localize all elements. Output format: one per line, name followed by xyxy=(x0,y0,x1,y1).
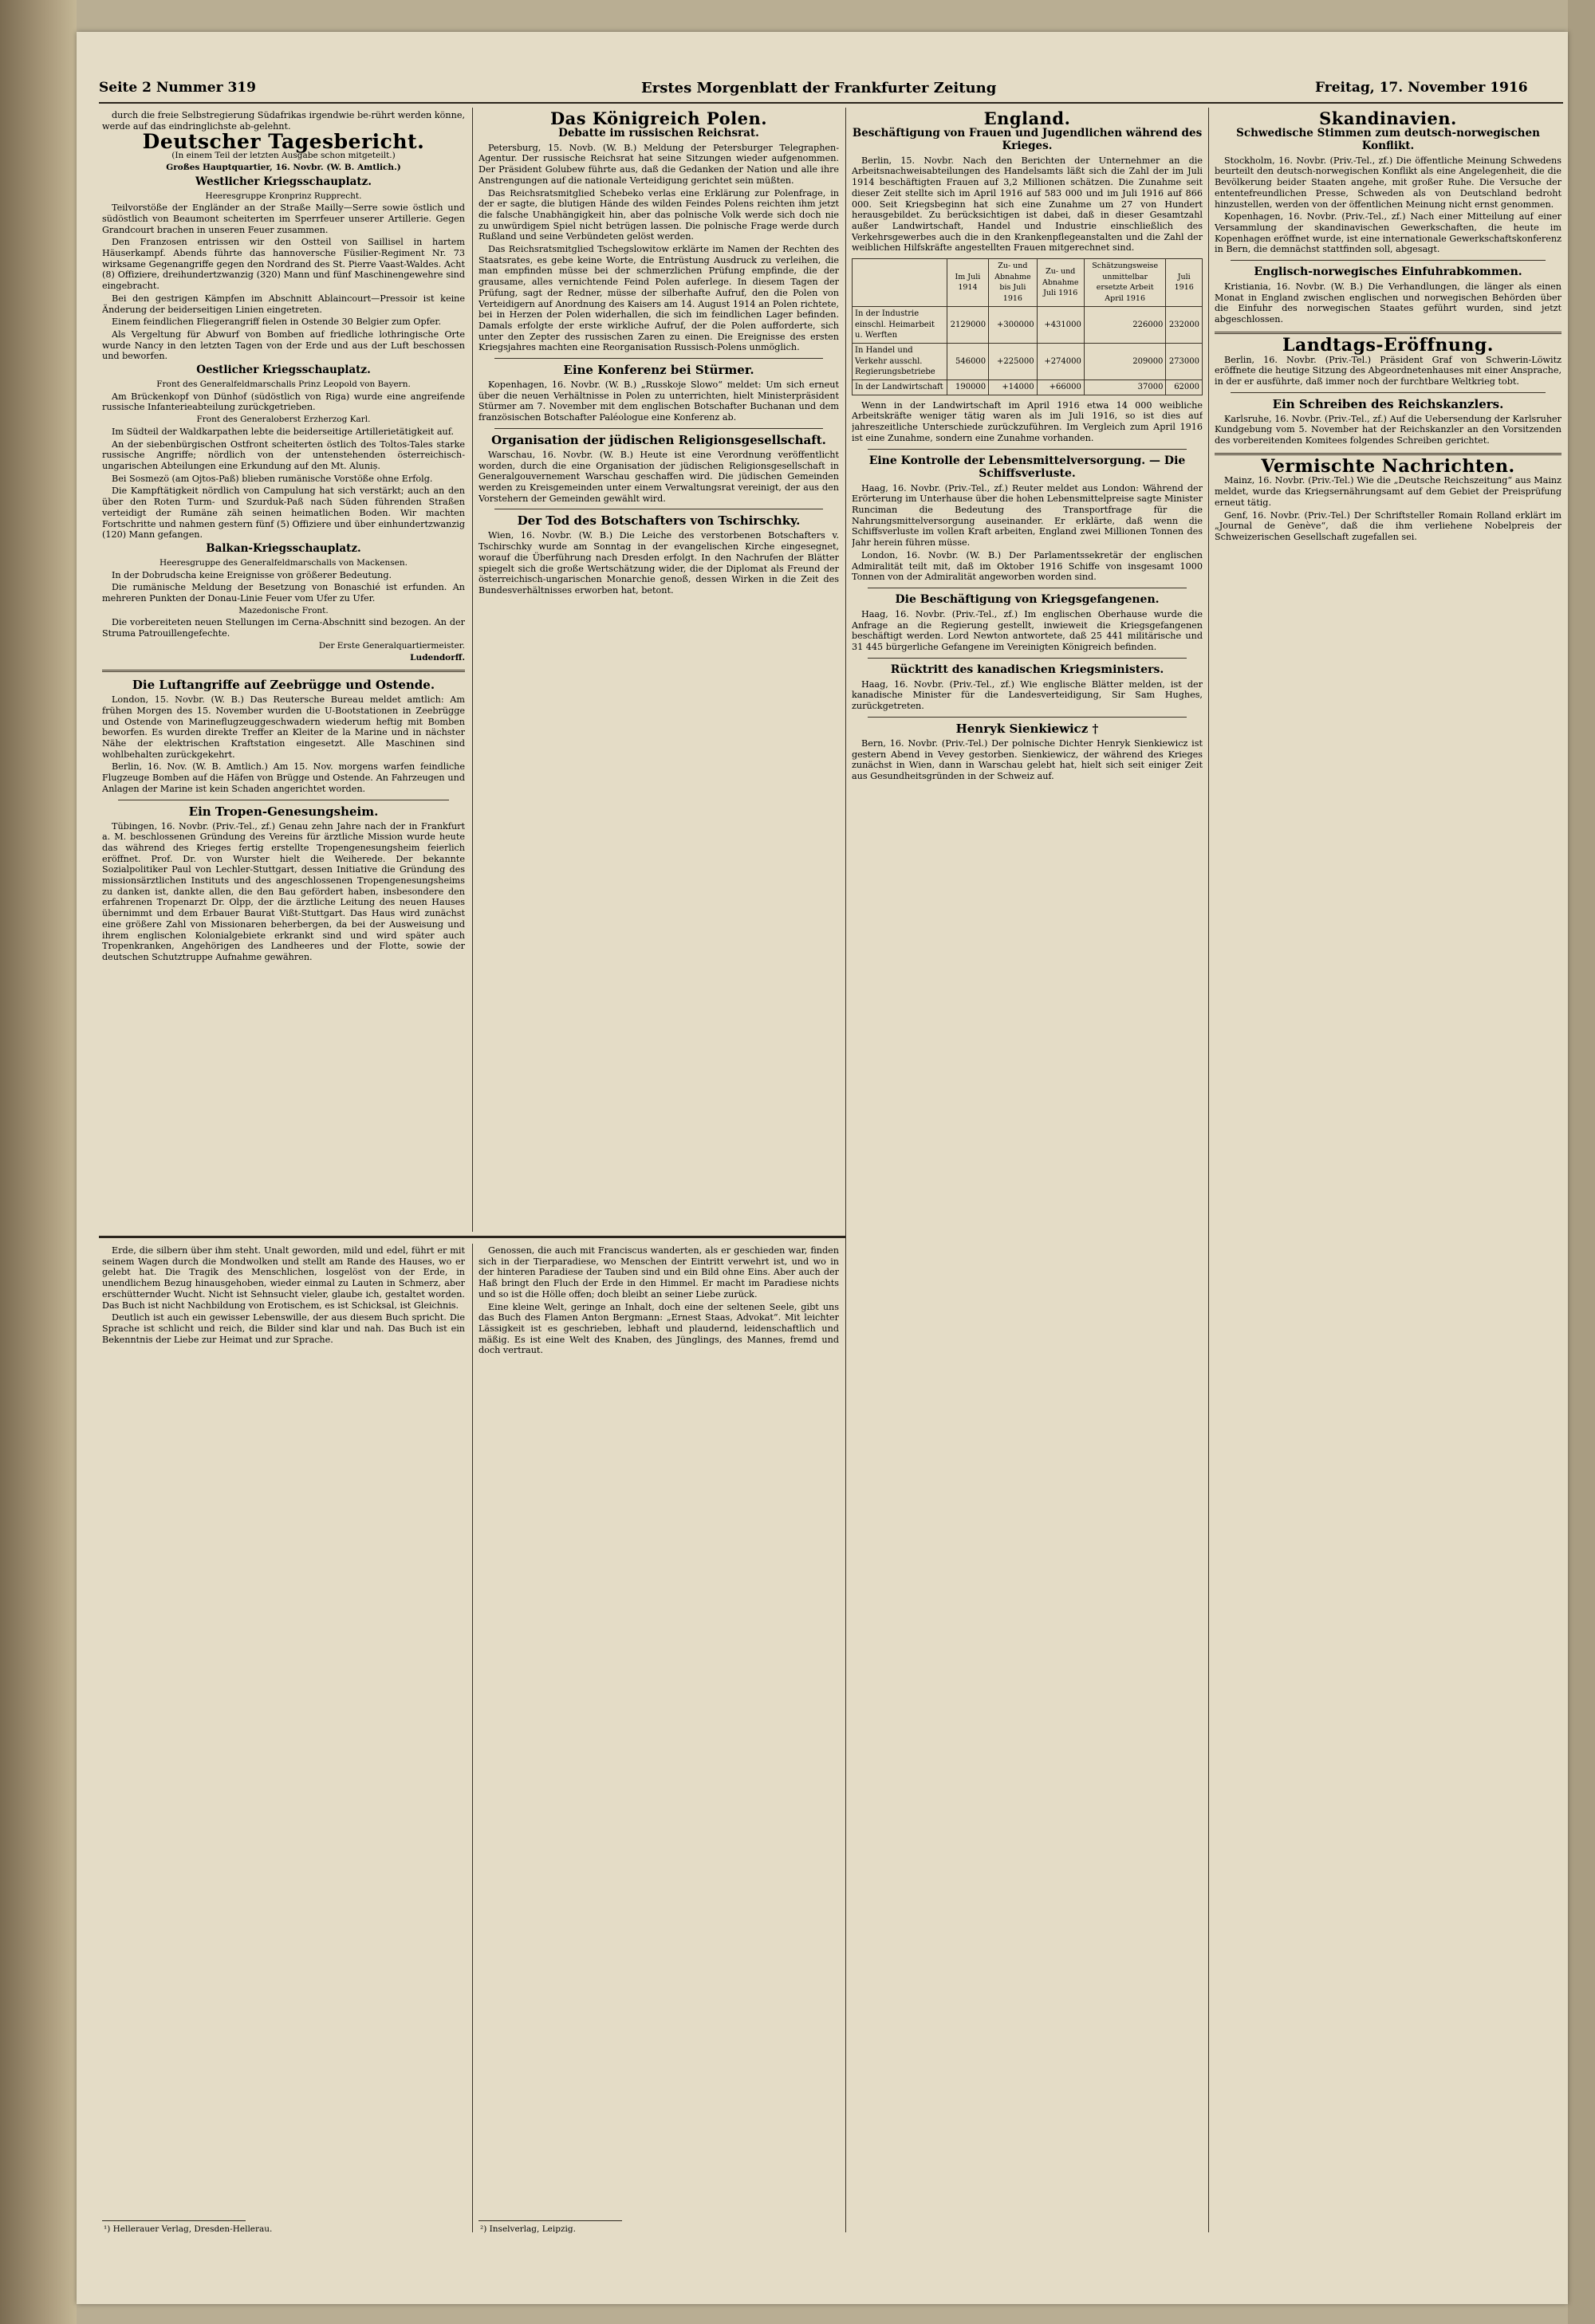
feuilleton-text: Deutlich ist auch ein gewisser Lebenswille, der aus diesem Buch spricht. Die Sprache ist schlicht und reich, die Bilder sind klar und nah. Das Buch ist ein Bekenntnis der Liebe zur Heimat und zur Sprache. xyxy=(102,1312,465,1345)
table-row xyxy=(853,380,1203,395)
headline-kontrolle: Eine Kontrolle der Lebensmittelversorgung. — Die Schiffsverluste. xyxy=(868,454,1186,480)
page-edge xyxy=(1568,0,1595,2324)
table-cell: +14000 xyxy=(989,380,1037,395)
table-cell: In der Industrie einschl. Heimarbeit u. Werften xyxy=(853,306,947,343)
separator xyxy=(868,658,1187,659)
table-header: Juli 1916 xyxy=(1166,259,1203,307)
header-rule xyxy=(99,102,1563,104)
headline-vermischte: Vermischte Nachrichten. xyxy=(1261,455,1515,477)
article-text: Bei Sosmezö (am Ojtos-Paß) blieben rumänische Vorstöße ohne Erfolg. xyxy=(112,473,433,484)
article-text: Bei den gestrigen Kämpfen im Abschnitt Ablaincourt—Pressoir ist keine Änderung der beiderseitigen Linien eingetreten. xyxy=(102,293,465,315)
column-3 xyxy=(852,110,1203,2231)
table-header: Zu- und Abnahme Juli 1916 xyxy=(1037,259,1084,307)
subsection-heading: Mazedonische Front. xyxy=(238,605,329,615)
table-cell: 273000 xyxy=(1166,343,1203,379)
separator xyxy=(102,670,465,672)
page-header xyxy=(99,80,1574,104)
column-2 xyxy=(478,110,839,1230)
column-divider xyxy=(472,108,473,1232)
feuilleton-column-1 xyxy=(102,1245,465,2214)
article-text: Am Brückenkopf von Dünhof (südöstlich von Riga) wurde eine angreifende russische Infanterieabteilung zurückgetrieben. xyxy=(102,391,465,413)
article-text: An der siebenbürgischen Ostfront scheiterten östlich des Toltos-Tales starke russische Angriffe; nördlich von der untenstehenden österreichisch-ungarischen Abteilungen eine Erkundung auf den Mt. Aluniș. xyxy=(102,438,465,471)
table-cell: 209000 xyxy=(1084,343,1166,379)
article-text: Als Vergeltung für Abwurf von Bomben auf friedliche lothringische Orte wurde Nancy in den letzten Tagen von der Erde und aus der Luft beschossen und beworfen. xyxy=(102,328,465,362)
article-text: Stockholm, 16. Novbr. (Priv.-Tel., zf.) Die öffentliche Meinung Schwedens beurteilt den deutsch-norwegischen Konflikt als eine Angelegenheit, die die Bevölkerung beider Staaten angehe, mit großer Ruhe. Die Versuche der ententefreundlichen Presse, Schweden als von Deutschland bedroht hinzustellen, werden von der öffentlichen Meinung nicht ernst genommen. xyxy=(1215,155,1562,210)
feuilleton-text: Eine kleine Welt, geringe an Inhalt, doch eine der seltenen Seele, gibt uns das Buch des Flamen Anton Bergmann: „Ernest Staas, Advokat“. Mit leichter Lässigkeit ist es geschrieben, lebhaft und plaudernd, leidenschaftlich und mäßig. Es ist eine Welt des Knaben, des Jünglings, des Mannes, fremd und doch vertraut. xyxy=(478,1301,839,1356)
feuilleton-rule xyxy=(99,1236,845,1238)
article-text: Berlin, 15. Novbr. Nach den Berichten der Unternehmer an die Arbeitsnachweisabteilungen des Handelsamts läßt sich die Zahl der im Juli 1914 beschäftigten Frauen auf 3,2 Millionen schätzen. Die Zunahme seit dieser Zeit stellte sich im April 1916 auf 583 000 und im Juli 1916 auf 866 000. Seit Kriegsbeginn hat sich eine Zunahme um 27 von Hundert herausgebildet. Zu berücksichtigen ist dabei, daß in dieser Gesamtzahl außer Landwirtschaft, Handel und Industrie einschließlich des Verkehrsgewerbes auch die in den Krankenpflegeanstalten und die Zahl der weiblichen Hilfskräfte angestellten Frauen mitgerechnet sind. xyxy=(852,155,1203,254)
separator xyxy=(1231,260,1546,261)
section-heading: Balkan-Kriegsschauplatz. xyxy=(206,541,361,555)
book-spine xyxy=(0,0,77,2324)
note: (In einem Teil der letzten Ausgabe schon mitgeteilt.) xyxy=(171,151,396,161)
headline-landtag: Landtags-Eröffnung. xyxy=(1282,334,1494,356)
feuilleton-column-2 xyxy=(478,1245,839,2214)
article-text: Kopenhagen, 16. Novbr. (W. B.) „Russkoje Slowo“ meldet: Um sich erneut über die neuen Verhältnisse in Polen zu unterrichten, hielt Ministerpräsident Stürmer am 7. November mit dem englischen Botschafter Buchanan und dem französischen Botschafter Paléologue eine Konferenz ab. xyxy=(478,379,839,423)
footnote-rule xyxy=(102,2220,246,2221)
article-text: In der Dobrudscha keine Ereignisse von größerer Bedeutung. xyxy=(112,569,392,580)
headline-einfuhr: Englisch-norwegisches Einfuhrabkommen. xyxy=(1254,265,1522,279)
table-cell: 226000 xyxy=(1084,306,1166,343)
subheadline: Schwedische Stimmen zum deutsch-norwegischen Konflikt. xyxy=(1236,126,1540,152)
dateline: Großes Hauptquartier, 16. Novbr. (W. B. Amtlich.) xyxy=(166,162,401,172)
column-divider xyxy=(845,108,846,2232)
table-header: Zu- und Abnahme bis Juli 1916 xyxy=(989,259,1037,307)
separator xyxy=(868,449,1187,450)
table-row xyxy=(853,306,1203,343)
subsection-heading: Heeresgruppe des Generalfeldmarschalls von Mackensen. xyxy=(159,557,408,568)
header-date: Freitag, 17. November 1916 xyxy=(1315,80,1528,96)
article-text: Warschau, 16. Novbr. (W. B.) Heute ist eine Verordnung veröffentlicht worden, durch die eine Organisation der jüdischen Religionsgesellschaft in Generalgouvernement Warschau geschaffen wird. Die jüdischen Gemeinden werden zu Kreisgemeinden unter einem Verwaltungsrat vereinigt, der aus den Vorstehern der Gemeinden gewählt wird. xyxy=(478,449,839,504)
separator xyxy=(1231,392,1546,393)
article-text: Berlin, 16. Nov. (W. B. Amtlich.) Am 15. Nov. morgens warfen feindliche Flugzeuge Bomben auf die Häfen von Brügge und Ostende. An Fahrzeugen und Anlagen der Marine ist kein Schaden angerichtet worden. xyxy=(102,761,465,794)
separator xyxy=(494,358,823,359)
article-text: Die rumänische Meldung der Besetzung von Bonaschié ist erfunden. An mehreren Punkten der Donau-Linie Feuer vom Ufer zu Ufer. xyxy=(102,582,465,604)
footnote-rule xyxy=(478,2220,622,2221)
table-cell: 190000 xyxy=(947,380,989,395)
table-cell: 37000 xyxy=(1084,380,1166,395)
table-cell: 2129000 xyxy=(947,306,989,343)
table-cell: +431000 xyxy=(1037,306,1084,343)
article-text: Petersburg, 15. Novb. (W. B.) Meldung der Petersburger Telegraphen-Agentur. Der russische Reichsrat hat seine Sitzungen wieder aufgenommen. Der Präsident Golubew führte aus, daß die Gedanken der Nation und alle ihre Anstrengungen auf die nationale Verteidigung gerichtet sein müßten. xyxy=(478,142,839,186)
headline-polen: Das Königreich Polen. xyxy=(549,110,768,128)
column-4 xyxy=(1215,110,1562,2231)
article-text: Haag, 16. Novbr. (Priv.-Tel., zf.) Im englischen Oberhause wurde die Anfrage an die Regierung gestellt, inwieweit die Kriegsgefangenen beschäftigt werden. Lord Newton antwortete, daß 25 441 militärische und 31 445 bürgerliche Gefangene im Vereinigten Königreich befinden. xyxy=(852,608,1203,653)
signature-title: Der Erste Generalquartiermeister. xyxy=(318,640,465,651)
headline-tropen: Ein Tropen-Genesungsheim. xyxy=(188,804,379,819)
article-text: Einem feindlichen Fliegerangriff fielen in Ostende 30 Belgier zum Opfer. xyxy=(112,317,442,328)
headline-england: England. xyxy=(983,110,1071,128)
footnote: ¹) Hellerauer Verlag, Dresden-Hellerau. xyxy=(104,2224,273,2234)
section-heading: Westlicher Kriegsschauplatz. xyxy=(195,175,372,188)
headline-tagesbericht: Deutscher Tagesbericht. xyxy=(142,130,425,154)
separator xyxy=(494,428,823,429)
table-cell: In der Landwirtschaft xyxy=(853,380,947,395)
article-text: Das Reichsratsmitglied Schebeko verlas eine Erklärung zur Polenfrage, in der er sagte, die blutigen Hände des wilden Feindes Polens reichten ihm jetzt die falsche Unabhängigkeit hin, aber das polnische Volk werde sich doch nie zu unwürdigem Spiel nicht betrügen lassen. Die polnische Frage werde durch Rußland und seine Verbündeten gelöst werden. xyxy=(478,187,839,242)
table-cell: In Handel und Verkehr ausschl. Regierungsbetriebe xyxy=(853,343,947,379)
article-text: Mainz, 16. Novbr. (Priv.-Tel.) Wie die „Deutsche Reichszeitung“ aus Mainz meldet, wurde das Kriegsernährungsamt auf dem Gebiet der Preisprüfung erneut tätig. xyxy=(1215,475,1562,508)
article-text: Die vorbereiteten neuen Stellungen im Cerna-Abschnitt sind bezogen. An der Struma Patrouillengefechte. xyxy=(102,617,465,639)
article-text: Wenn in der Landwirtschaft im April 1916 etwa 14 000 weibliche Arbeitskräfte weniger tätig waren als im Juli 1916, so ist dies auf jahreszeitliche Unterschiede zurückzuführen. Im Vergleich zum April 1916 ist eine Zunahme, sondern eine Zunahme vorhanden. xyxy=(852,399,1203,443)
table-cell: 232000 xyxy=(1166,306,1203,343)
article-text: Karlsruhe, 16. Novbr. (Priv.-Tel., zf.) Auf die Uebersendung der Karlsruher Kundgebung vom 5. November hat der Reichskanzler an den Vorsitzenden des vorbereitenden Komitees folgendes Schreiben gerichtet. xyxy=(1215,413,1562,446)
section-heading: Oestlicher Kriegsschauplatz. xyxy=(196,364,371,377)
separator xyxy=(1215,332,1562,334)
headline-skandinavien: Skandinavien. xyxy=(1319,110,1457,128)
column-divider xyxy=(1208,108,1209,2232)
table-cell: 546000 xyxy=(947,343,989,379)
separator xyxy=(1215,453,1562,455)
header-masthead: Erstes Morgenblatt der Frankfurter Zeitung xyxy=(641,80,997,96)
headline-ruecktritt: Rücktritt des kanadischen Kriegsministers. xyxy=(890,663,1164,676)
subheadline: Debatte im russischen Reichsrat. xyxy=(558,126,759,140)
article-text: Wien, 16. Novbr. (W. B.) Die Leiche des verstorbenen Botschafters v. Tschirschky wurde am Sonntag in der evangelischen Kirche eingesegnet, worauf die Überführung nach Dresden erfolgt. In den Nachrufen der Blätter spiegelt sich die große Wertschätzung wider, die der Diplomat als Freund der österreichisch-ungarischen Monarchie genoß, dessen Wirken in die Zeit des Bundesverhältnisses erworben hat, betont. xyxy=(478,530,839,596)
table-header-row xyxy=(853,259,1203,307)
subsection-heading: Front des Generalfeldmarschalls Prinz Leopold von Bayern. xyxy=(156,379,411,390)
table-cell: +66000 xyxy=(1037,380,1084,395)
column-divider xyxy=(472,1244,473,2232)
article-text: Kristiania, 16. Novbr. (W. B.) Die Verhandlungen, die länger als einen Monat in England zwischen englischen und norwegischen Behörden über die Einfuhr des norwegischen Staates geführt wurden, sind jetzt abgeschlossen. xyxy=(1215,281,1562,325)
table-header: Schätzungsweise unmittelbar ersetzte Arbeit April 1916 xyxy=(1084,259,1166,307)
table-cell: 62000 xyxy=(1166,380,1203,395)
headline-organisation: Organisation der jüdischen Religionsgesellschaft. xyxy=(491,432,826,447)
footnote: ²) Inselverlag, Leipzig. xyxy=(480,2224,576,2234)
article-text: Den Franzosen entrissen wir den Ostteil von Saillisel in hartem Häuserkampf. Abends führte das hannoversche Füsilier-Regiment Nr. 73 wirksame Gegenangriffe gegen den Nordrand des St. Pierre Vaast-Waldes. Acht (8) Offiziere, dreihundertzwanzig (320) Mann und fünf Maschinengewehre sind eingebracht. xyxy=(102,237,465,292)
article-text: Tübingen, 16. Novbr. (Priv.-Tel., zf.) Genau zehn Jahre nach der in Frankfurt a. M. beschlossenen Gründung des Vereins für ärztliche Mission wurde heute das während des Krieges fertig erstellte Tropengenesungsheim feierlich eröffnet. Prof. Dr. von Wurster hielt die Weiherede. Der bekannte Sozialpolitiker Paul von Lechler-Stuttgart, dessen Initiative die Gründung des missionsärztlichen Instituts und des angeschlossenen Tropengenesungsheims zu danken ist, dankte allen, die den Bau gefördert haben, insbesondere den erfahrenen Tropenarzt Dr. Olpp, der die ärztliche Leitung des neuen Hauses übernimmt und dem Erbauer Baurat Vißt-Stuttgart. Das Haus wird zunächst eine größere Zahl von Missionaren beherbergen, da bei der Ausweisung und ihrem englischen Kolonialgebiete erkrankt sind und wird später auch Tropenkranken, Angehörigen des Landheeres und der Flotte, sowie der deutschen Schutztruppe Aufnahme gewähren. xyxy=(102,820,465,962)
headline-luftangriffe: Die Luftangriffe auf Zeebrügge und Ostende. xyxy=(132,678,435,693)
table-cell: +300000 xyxy=(989,306,1037,343)
subheadline: Beschäftigung von Frauen und Jugendlichen während des Krieges. xyxy=(852,126,1203,152)
feuilleton-text: Genossen, die auch mit Franciscus wanderten, als er geschieden war, finden sich in der Tierparadiese, wo Menschen der Eintritt verwehrt ist, und wo in der hinteren Paradiese der Tauben sind und ein Bild ohne Eins. Aber auch der Haß bringt den Fluch der Erde in den Himmel. Er macht im Paradiese nichts und so ist die Hölle offen; doch bleibt an seiner Liebe zurück. xyxy=(478,1245,839,1300)
headline-konferenz: Eine Konferenz bei Stürmer. xyxy=(563,363,754,378)
article-text: Kopenhagen, 16. Novbr. (Priv.-Tel., zf.) Nach einer Mitteilung auf einer Versammlung der skandinavischen Gewerkschaften, die heute im Kopenhagen eröffnet wurde, ist eine internationale Gewerkschaftskonferenz in Bern, die demnächst stattfinden soll, abgesagt. xyxy=(1215,211,1562,255)
article-text: London, 15. Novbr. (W. B.) Das Reutersche Bureau meldet amtlich: Am frühen Morgen des 15. November wurden die U-Bootstationen in Zeebrügge und Ostende von Marineflugzeuggeschwadern wiederum heftig mit Bomben beworfen. Es wurden direkte Treffer an Kleiter de la Marine und in nächster Nähe der elektrischen Kraftstation eingesetzt. Alle Maschinen sind wohlbehalten zurückgekehrt. xyxy=(102,694,465,760)
article-text: durch die freie Selbstregierung Südafrikas irgendwie be-rührt werden könne, werde auf das eindringlichste ab-gelehnt. xyxy=(102,110,465,132)
table-cell: +274000 xyxy=(1037,343,1084,379)
article-text: Die Kampftätigkeit nördlich von Campulung hat sich verstärkt; auch an den über den Roten Turm- und Szurduk-Paß nach Süden führenden Straßen verteidigt der Rumäne zäh seinen heimatlichen Boden. Wir machten Fortschritte und nahmen gestern fünf (5) Offiziere und über einhundertzwanzig (120) Mann gefangen. xyxy=(102,486,465,541)
table-header: Im Juli 1914 xyxy=(947,259,989,307)
separator xyxy=(868,717,1187,718)
subsection-heading: Front des Generaloberst Erzherzog Karl. xyxy=(196,415,371,425)
employment-table xyxy=(852,258,1203,395)
feuilleton-text: Erde, die silbern über ihm steht. Unalt geworden, mild und edel, führt er mit seinem Wagen durch die Mondwolken und stellt am Rande des Hauses, wo er gelebt hat. Die Tragik des Menschlichen, losgelöst von der Erde, in unendlichem Bezug hinausgehoben, wieder einmal zu Lauten in Schmerz, aber erschütternder Wucht. Nicht ist Sehnsucht vieler, glaube ich, gestaltet worden. Das Buch ist nicht Nachbildung von Erotischem, es ist Schicksal, ist Gleichnis. xyxy=(102,1245,465,1311)
article-text: Bern, 16. Novbr. (Priv.-Tel.) Der polnische Dichter Henryk Sienkiewicz ist gestern Abend in Vevey gestorben. Sienkiewicz, der während des Krieges zunächst in Wien, dann in Warschau gelebt hat, hielt sich seit einiger Zeit aus Gesundheitsgründen in der Schweiz auf. xyxy=(852,737,1203,781)
article-text: Teilvorstöße der Engländer an der Straße Mailly—Serre sowie östlich und südöstlich von Beaumont scheiterten im Sperrfeuer unserer Artillerie. Gegen Grandcourt brachen in unseren Feuer zusammen. xyxy=(102,203,465,235)
headline-kriegsgefangene: Die Beschäftigung von Kriegsgefangenen. xyxy=(895,592,1160,606)
article-text: Haag, 16. Novbr. (Priv.-Tel., zf.) Reuter meldet aus London: Während der Erörterung im Unterhause über die hohen Lebensmittelpreise sagte Minister Runciman die Bedeutung des Transportfrage für die Nahrungsmittelversorgung auseinander. Er erklärte, daß wenn die Schiffsverluste im vollen Kraft arbeiten, England zwei Millionen Tonnen des Jahr herein führen müsse. xyxy=(852,482,1203,549)
signature-name: Ludendorff. xyxy=(410,652,465,663)
article-text: Im Südteil der Waldkarpathen lebte die beiderseitige Artillerietätigkeit auf. xyxy=(112,426,454,437)
headline-sienkiewicz: Henryk Sienkiewicz † xyxy=(955,721,1099,736)
article-text: Genf, 16. Novbr. (Priv.-Tel.) Der Schriftsteller Romain Rolland erklärt im „Journal de Genève“, daß die ihm verliehene Nobelpreis der Schweizerischen Gesellschaft zugefallen sei. xyxy=(1215,509,1562,542)
table-cell: +225000 xyxy=(989,343,1037,379)
article-text: London, 16. Novbr. (W. B.) Der Parlamentssekretär der englischen Admiralität teilt mit, daß im Oktober 1916 Schiffe von insgesamt 1000 Tonnen von der Admiralität angeworben worden sind. xyxy=(852,549,1203,583)
headline-tschirschky: Der Tod des Botschafters von Tschirschky. xyxy=(517,513,801,529)
column-1 xyxy=(102,110,465,1230)
article-text: Berlin, 16. Novbr. (Priv.-Tel.) Präsident Graf von Schwerin-Löwitz eröffnete die heutige Sitzung des Abgeordnetenhauses mit einer Ansprache, in der er ausführte, daß immer noch der furchtbare Weltkrieg tobt. xyxy=(1215,354,1562,387)
article-text: Das Reichsratsmitglied Tschegslowitow erklärte im Namen der Rechten des Staatsrates, es gebe keine Worte, die Entrüstung Ausdruck zu verleihen, die man empfinden müsse bei der schmerzlichen Prüfung empfinde, die der grausame, alles vernichtende Feind Polen auferlege. In diesem Tagen der Prüfung, sagt der Redner, müsse der silberhafte Aufruf, den die Polen von Verteidigern auf Anordnung des Kaisers am 14. August 1914 an Polen richtete, bei in Herzen der Polen widerhallen, die sich im feindlichen Lager befinden. Damals erfolgte der erste wirkliche Aufruf, der die Polen aufforderte, sich unter den Zepter des russischen Zaren zu einen. Die Ereignisse des ersten Kriegsjahres machten eine Reorganisation Russisch-Polens unmöglich. xyxy=(478,244,839,353)
article-text: Haag, 16. Novbr. (Priv.-Tel., zf.) Wie englische Blätter melden, ist der kanadische Minister für die Landesverteidigung, Sir Sam Hughes, zurückgetreten. xyxy=(852,678,1203,712)
header-page-number: Seite 2 Nummer 319 xyxy=(99,80,256,96)
subsection-heading: Heeresgruppe Kronprinz Rupprecht. xyxy=(205,191,362,201)
table-header xyxy=(853,259,947,307)
headline-reichskanzler: Ein Schreiben des Reichskanzlers. xyxy=(1272,396,1504,411)
table-row xyxy=(853,343,1203,379)
